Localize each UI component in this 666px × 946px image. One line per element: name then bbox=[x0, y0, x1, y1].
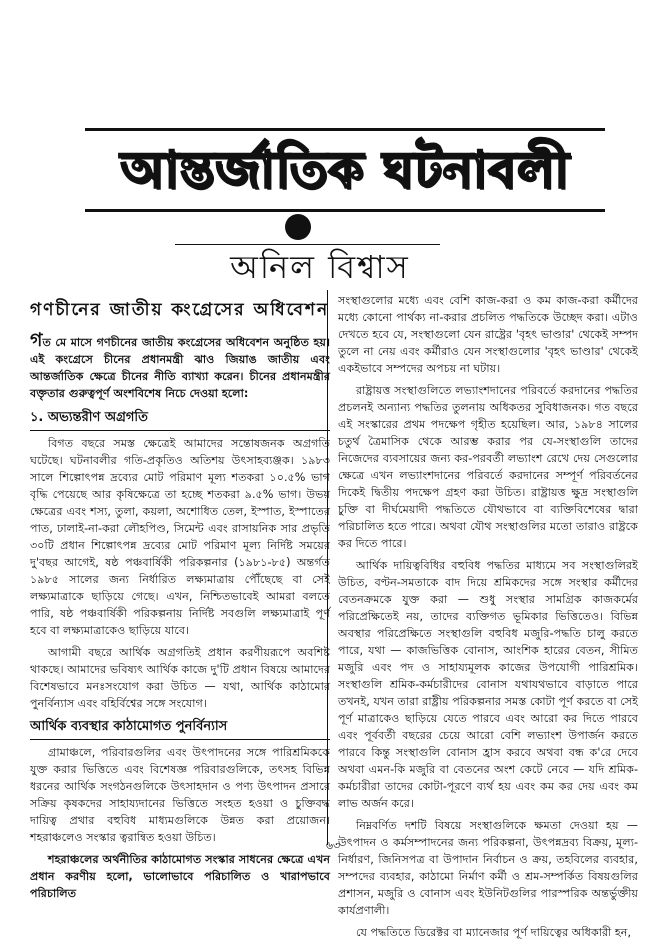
body-paragraph: আগামী বছরে আর্থিক অগ্রগতিই প্রধান করণীয়রূপে অবশিষ্ট থাকছে। আমাদের ভবিষ্যৎ আর্থিক কাজে দু'টি প্রধান বিষয়ে আমাদের বিশেষভাবে মনঃসংযোগ করা উচিত — যথা, আর্থিক কাঠামোর পুনর্বিন্যাস এবং বহির্বিশ্বের সঙ্গে সংযোগ। bbox=[30, 646, 330, 710]
left-column bbox=[30, 292, 330, 907]
body-paragraph: রাষ্ট্রায়ত্ত সংস্থাগুলিতে লভ্যাংশদানের পরিবর্তে করদানের পদ্ধতির প্রচলনই অন্যান্য পদ্ধতির তুলনায় অধিকতর সুবিধাজনক। গত বছরে এই সংস্কারের প্রথম পদক্ষেপ গৃহীত হয়েছিল। আর, ১৯৮৪ সালের চতুর্থ ত্রৈমাসিক থেকে আরম্ভ করার পর যে-সংস্থাগুলি তাদের নিজেদের ব্যবসায়ের জন্য কর-পরবর্তী লভ্যাংশ রেখে দেয় সেগুলোর ক্ষেত্রে এখন লভ্যাংশদানের পরিবর্তে করদানের সম্পূর্ণ পরিবর্তনের দিকেই দ্বিতীয় পদক্ষেপ গ্রহণ করা উচিত। রাষ্ট্রায়ত্ত ক্ষুদ্র সংস্থাগুলি চুক্তি বা দীর্ঘমেয়াদী পদ্ধতিতে যৌথভাবে বা ব্যক্তিবিশেষের দ্বারা পরিচালিত হতে পারে। অথবা যৌথ সংস্থাগুলির মতো তারাও রাষ্ট্রকে কর দিতে পারে। bbox=[338, 384, 638, 550]
intro-paragraph bbox=[30, 329, 330, 402]
intro-text: ত মে মাসে গণচীনের জাতীয় কংগ্রেসের অধিবেশন অনুষ্ঠিত হয়। এই কংগ্রেসে চীনের প্রধানমন্ত্রী ঝাও জিয়াঙ জাতীয় এবং আন্তর্জাতিক ক্ষেত্রে চীনের নীতি ব্যাখ্যা করেন। চীনের প্রধানমন্ত্রীর বক্তৃতার গুরুত্বপূর্ণ অংশবিশেষ নিচে দেওয়া হলো: bbox=[30, 336, 330, 400]
section-heading-restructuring: আর্থিক ব্যবস্থার কাঠামোগত পুনর্বিন্যাস bbox=[30, 717, 330, 740]
article-title: গণচীনের জাতীয় কংগ্রেসের অধিবেশন bbox=[30, 300, 330, 320]
bullet-dot-icon bbox=[285, 214, 311, 240]
page-number: ৬৩ bbox=[325, 839, 341, 852]
body-paragraph: শহরাঞ্চলের অর্থনীতির কাঠামোগত সংস্কার সাধনের ক্ষেত্রে এখন প্রধান করণীয় হলো, ভালোভাবে পরিচালিত ও খারাপভাবে পরিচালিত bbox=[30, 853, 330, 900]
section-banner-title: আন্তর্জাতিক ঘটনাবলী bbox=[85, 128, 605, 212]
body-paragraph: গ্রামাঞ্চলে, পরিবারগুলির এবং উৎপাদনের সঙ্গে পারিশ্রমিককে যুক্ত করার ভিত্তিতে এবং বিশেষজ্ঞ পরিবারগুলিকে, তৎসহ বিভিন্ন ধরনের আর্থিক সংগঠনগুলিকে উৎসাহদান ও পণ্য উৎপাদন প্রসারে সক্রিয় কৃষকদের সাহায্যদানের ভিত্তিতে সংহত হওয়া ও চুক্তিবদ্ধ দায়িত্ব প্রথার বহুবিধ মাধ্যমগুলিকে উন্নত করা প্রয়োজন। শহরাঞ্চলেও সংস্কার ত্বরান্বিত হওয়া উচিত। bbox=[30, 746, 330, 844]
body-paragraph: যে পদ্ধতিতে ডিরেক্টর বা ম্যানেজার পূর্ণ দায়িত্বের অধিকারী হন, bbox=[356, 926, 632, 939]
body-paragraph: সংস্থাগুলোর মধ্যে এবং বেশি কাজ-করা ও কম কাজ-করা কর্মীদের মধ্যে কোনো পার্থক্য না-করার প্রচলিত পদ্ধতিকে উচ্ছেদ করা। এটাও দেখতে হবে যে, সংস্থাগুলো যেন রাষ্ট্রের 'বৃহৎ ভাণ্ডার' থেকেই সম্পদ তুলে না নেয় এবং কর্মীরাও যেন সংস্থাগুলোর 'বৃহৎ ভাণ্ডার' থেকেই একইভাবে সম্পদের অপচয় না ঘটায়। bbox=[338, 294, 638, 375]
right-column bbox=[338, 292, 638, 946]
body-paragraph: বিগত বছরে সমস্ত ক্ষেত্রেই আমাদের সন্তোষজনক অগ্রগতি ঘটেছে। ঘটনাবলীর গতি-প্রকৃতিও অতিশয় উৎসাহব্যঞ্জক। ১৯৮৩ সালে শিল্পোৎপন্ন দ্রব্যের মোট পরিমাণ মূল্য শতকরা ১০.৫% ভাগ বৃদ্ধি পেয়েছে আর কৃষিক্ষেত্রে তা হচ্ছে শতকরা ৯.৫% ভাগ। উভয় ক্ষেত্রের এবং শস্য, তুলা, কয়লা, অশোধিত তেল, ইস্পাত, ইস্পাতের পাত, ঢালাই-না-করা লৌহপিণ্ড, সিমেন্ট এবং রাসায়নিক সার প্রভৃতি ৩০টি প্রধান শিল্পোৎপন্ন দ্রব্যের মোট পরিমাণ মূল্য নির্দিষ্ট সময়ের দু'বছর আগেই, ষষ্ঠ পঞ্চবার্ষিকী পরিকল্পনার (১৯৮১-৮৫) অন্তর্গত ১৯৮৫ সালের জন্য নির্ধারিত লক্ষ্যমাত্রায় পৌঁছেছে বা সেই লক্ষ্যমাত্রাকে ছাড়িয়ে গেছে। এখন, নিশ্চিতভাবেই আমরা বলতে পারি, ষষ্ঠ পঞ্চবার্ষিকী পরিকল্পনায় নির্দিষ্ট সবগুলি লক্ষ্যমাত্রাই পূর্ণ হবে বা লক্ষ্যমাত্রাকেও ছাড়িয়ে যাবে। bbox=[30, 437, 330, 637]
masthead bbox=[30, 8, 636, 233]
byline-divider bbox=[175, 244, 440, 245]
body-paragraph: আর্থিক দায়িত্ববিধির বহুবিধ পদ্ধতির মাধ্যমে সব সংস্থাগুলিরই উচিত, বণ্টন-সমতাকে বাদ দিয়ে শ্রমিকদের সঙ্গে সংস্থার কর্মীদের বেতনক্রমকে যুক্ত করা — শুধু সংস্থার সামগ্রিক কাজকর্মের পরিপ্রেক্ষিতেই নয়, তাদের ব্যক্তিগত ভূমিকার ভিত্তিতেও। বিভিন্ন অবস্থার পরিপ্রেক্ষিতে সংস্থাগুলি বহুবিধ মজুরি-পদ্ধতি চালু করতে পারে, যথা — কাজভিত্তিক বোনাস, আংশিক হারের বেতন, সীমিত মজুরি এবং পদ ও সাহায্যমূলক কাজের উপযোগী পারিশ্রমিক। সংস্থাগুলি শ্রমিক-কর্মচারীদের বোনাস যথাযথভাবে বাড়াতে পারে তখনই, যখন তারা রাষ্ট্রীয় পরিকল্পনার সমস্ত কোটা পূর্ণ করতে বা সেই পূর্ণ মাত্রাকেও ছাড়িয়ে যেতে পারবে এবং আরো কর দিতে পারবে এবং পূর্ববর্তী বছরের চেয়ে আরো বেশি লভ্যাংশ উপার্জন করতে পারবে কিন্তু সংস্থাগুলি বোনাস হ্রাস করবে অথবা বন্ধ ক'রে দেবে অথবা এমন-কি মজুরি বা বেতনের অংশ কেটে নেবে — যদি শ্রমিক-কর্মচারীরা তাদের কোটা-পূরণে ব্যর্থ হয় এবং কম কর দেয় এবং কম লাভ অর্জন করে। bbox=[338, 559, 638, 810]
body-paragraph: নিম্নবর্ণিত দশটি বিষয়ে সংস্থাগুলিকে ক্ষমতা দেওয়া হয় — উৎপাদন ও কর্মসম্পাদনের জন্য পরিকল্পনা, উৎপন্নদ্রব্য বিক্রয়, মূল্য-নির্ধারণ, জিনিসপত্র বা উপাদান নির্বাচন ও ক্রয়, তহবিলের ব্যবহার, সম্পদের ব্যবহার, কাঠামো নির্মাণ কর্মী ও শ্রম-সম্পর্কিত বিষয়গুলির প্রশাসন, মজুরি ও বোনাস এবং ইউনিটগুলির পারস্পরিক অন্তর্ভুক্তীয় কার্যপ্রণালী। bbox=[338, 819, 638, 917]
intro-dropcap: গ bbox=[30, 329, 43, 351]
section-heading-progress: ১. অভ্যন্তরীণ অগ্রগতি bbox=[30, 408, 330, 431]
author-byline: অনিল বিশ্বাস bbox=[230, 248, 410, 286]
